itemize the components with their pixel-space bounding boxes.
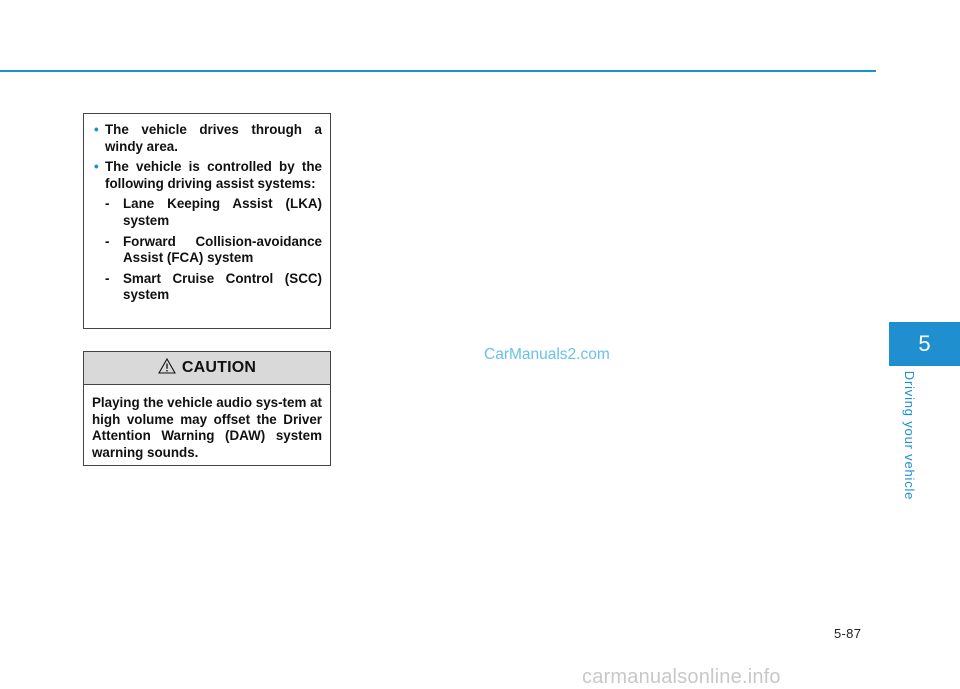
sub-list-item — [93, 196, 322, 229]
bullet-text: The vehicle drives through a windy area. — [105, 122, 322, 154]
chapter-label-text: Driving your vehicle — [902, 370, 918, 501]
caution-title: CAUTION — [181, 359, 257, 376]
sub-item-text: Smart Cruise Control (SCC) system — [123, 270, 322, 303]
sub-item-text: Forward Collision-avoidance Assist (FCA) system — [123, 233, 322, 266]
page-number: 5-87 — [834, 626, 862, 641]
bullet-item — [93, 159, 322, 192]
dash-marker: - — [105, 196, 110, 212]
caution-header — [84, 352, 330, 385]
caution-box — [83, 351, 331, 466]
bullet-icon: • — [94, 159, 99, 175]
watermark: CarManuals2.com — [484, 346, 610, 363]
caution-text: Playing the vehicle audio sys-tem at high volume may offset the Driver Attention Warning (DAW) system warning sounds. — [92, 395, 322, 460]
footer-watermark: carmanualsonline.info — [582, 666, 781, 688]
chapter-number: 5 — [918, 331, 931, 356]
chapter-label — [890, 370, 930, 501]
dash-marker: - — [105, 233, 110, 249]
top-rule — [0, 70, 876, 72]
bullet-icon: • — [94, 122, 99, 137]
bullet-item — [93, 122, 322, 155]
chapter-tab — [889, 322, 960, 366]
dash-marker: - — [105, 270, 110, 286]
bullet-text: The vehicle is controlled by the following driving assist systems: — [105, 159, 322, 191]
warning-triangle-icon — [158, 358, 176, 374]
sub-item-text: Lane Keeping Assist (LKA) system — [123, 196, 322, 228]
info-box — [83, 113, 331, 329]
sub-list-item — [93, 271, 322, 304]
sub-list-item — [93, 234, 322, 267]
